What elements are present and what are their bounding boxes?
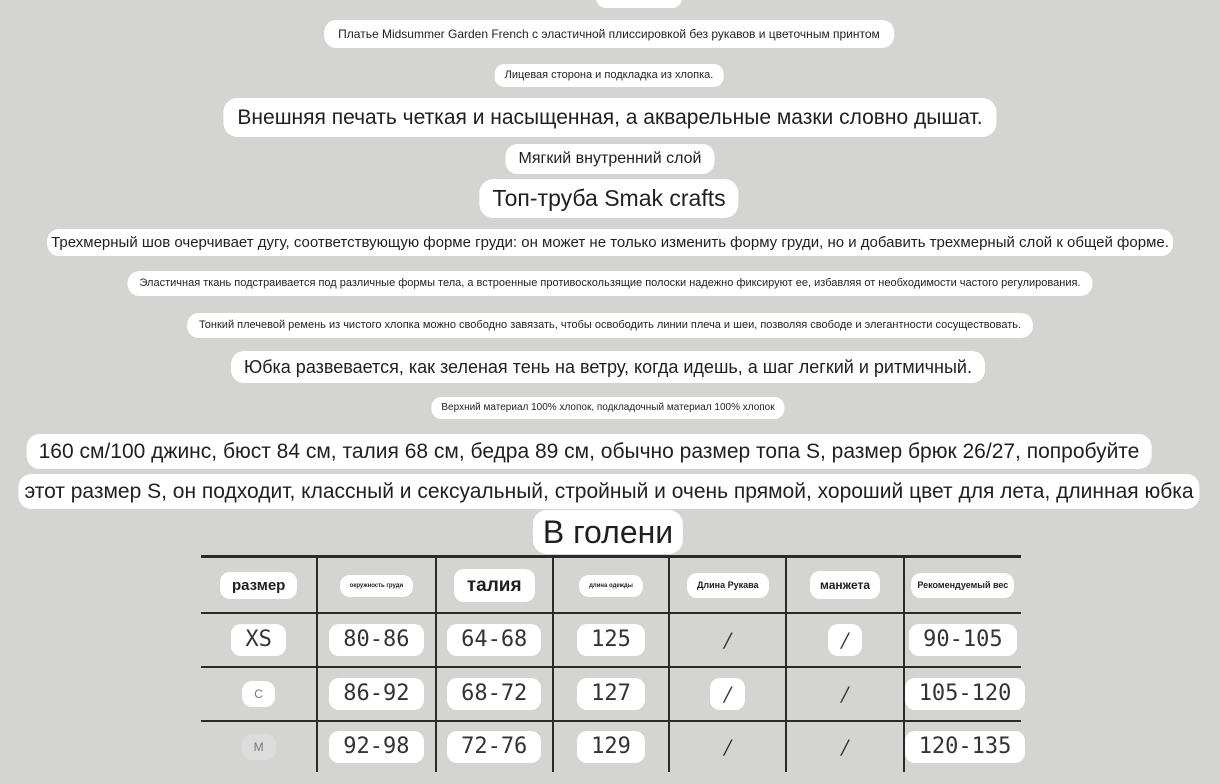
strap-description: Тонкий плечевой ремень из чистого хлопка можно свободно завязать, чтобы освободить линии плеча и шеи, позволяя свободе и элегантности сосуществовать.: [187, 313, 1033, 338]
cuff-cell: /: [841, 682, 849, 706]
waist-cell: 68-72: [447, 678, 541, 710]
bust-cell: 92-98: [329, 731, 423, 763]
header-size: [201, 557, 317, 614]
table-header-row: [201, 557, 1021, 614]
tube-top-heading: Топ-труба Smak crafts: [479, 179, 738, 218]
fabric-note: Лицевая сторона и подкладка из хлопка.: [495, 64, 724, 87]
length-caption: В голени: [533, 510, 683, 554]
product-title: Платье Midsummer Garden French с эластичной плиссировкой без рукавов и цветочным принтом: [324, 20, 894, 48]
table-row: [201, 613, 1021, 667]
cropped-caption-pill: [596, 0, 682, 8]
table-row: [201, 667, 1021, 721]
fit-description: этот размер S, он подходит, классный и сексуальный, стройный и очень прямой, хороший цвет для лета, длинная юбка: [18, 474, 1199, 509]
header-bust: [317, 557, 435, 614]
weight-cell: 120-135: [905, 731, 1026, 763]
length-cell: 129: [577, 731, 645, 763]
size-cell: XS: [231, 624, 286, 656]
sleeve-cell: /: [724, 628, 732, 652]
table-row: [201, 721, 1021, 772]
cuff-cell: /: [841, 735, 849, 759]
cuff-cell: /: [828, 624, 863, 656]
length-cell: 125: [577, 624, 645, 656]
print-description: Внешняя печать четкая и насыщенная, а акварельные мазки словно дышат.: [223, 98, 996, 137]
size-cell: С: [242, 681, 275, 707]
header-weight-label: Рекомендуемый вес: [911, 573, 1014, 598]
size-cell: М: [242, 734, 276, 760]
header-length-label: длина одежды: [579, 575, 643, 597]
sleeve-cell: /: [724, 735, 732, 759]
header-size-label: размер: [220, 572, 297, 599]
header-waist: [436, 557, 553, 614]
header-length: [553, 557, 669, 614]
model-measurements: 160 см/100 джинс, бюст 84 см, талия 68 см, бедра 89 см, обычно размер топа S, размер брюк 26/27, попробуйте: [27, 434, 1152, 469]
length-cell: 127: [577, 678, 645, 710]
weight-cell: 105-120: [905, 678, 1026, 710]
bust-cell: 80-86: [329, 624, 423, 656]
header-weight: [904, 557, 1021, 614]
lining-note: Мягкий внутренний слой: [506, 144, 715, 174]
size-chart-table: [201, 555, 1021, 772]
seam-description: Трехмерный шов очерчивает дугу, соответствующую форме груди: он может не только изменить форму груди, но и добавить трехмерный слой к общей форме.: [47, 229, 1173, 256]
skirt-description: Юбка развевается, как зеленая тень на ветру, когда идешь, а шаг легкий и ритмичный.: [231, 351, 985, 383]
header-waist-label: талия: [454, 569, 535, 602]
material-composition: Верхний материал 100% хлопок, подкладочный материал 100% хлопок: [431, 397, 784, 419]
sleeve-cell: /: [710, 678, 745, 710]
header-cuff-label: манжета: [810, 571, 880, 599]
elastic-description: Эластичная ткань подстраивается под различные формы тела, а встроенные противоскользящие полоски надежно фиксируют ее, избавляя от необходимости частого регулирования.: [128, 271, 1093, 296]
waist-cell: 64-68: [447, 624, 541, 656]
bust-cell: 86-92: [329, 678, 423, 710]
waist-cell: 72-76: [447, 731, 541, 763]
header-sleeve-label: Длина Рукава: [687, 573, 769, 598]
header-cuff: [786, 557, 903, 614]
header-bust-label: окружность груди: [340, 575, 414, 597]
header-sleeve: [669, 557, 786, 614]
weight-cell: 90-105: [909, 624, 1016, 656]
